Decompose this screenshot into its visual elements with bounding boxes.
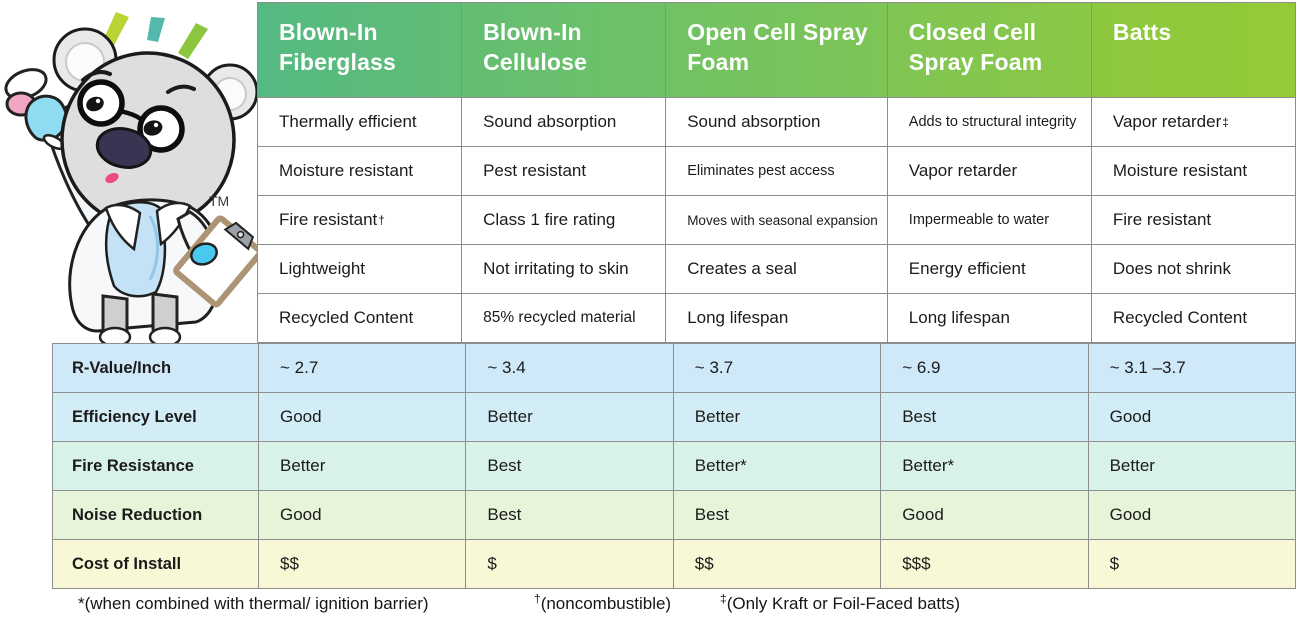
- comparison-table-top: [257, 2, 1296, 343]
- spec-cell: Good: [259, 491, 465, 539]
- spec-cell: Best: [466, 491, 672, 539]
- spec-cell: Better*: [881, 442, 1087, 490]
- blue-glove: [26, 96, 67, 140]
- feature-cell: Lightweight: [258, 245, 461, 293]
- spec-cell: Better: [466, 393, 672, 441]
- spec-cell: Better: [674, 393, 880, 441]
- spec-cell: $$: [259, 540, 465, 588]
- feature-cell: Thermally efficient: [258, 98, 461, 146]
- sparkle-green-icon: [178, 23, 208, 59]
- feature-cell: Does not shrink: [1092, 245, 1295, 293]
- spec-cell: ~ 3.1 –3.7: [1089, 344, 1295, 392]
- feature-cell: Sound absorption: [462, 98, 665, 146]
- spec-cell: Good: [259, 393, 465, 441]
- column-header-blown-in-fiberglass: Blown-In Fiberglass: [258, 3, 461, 97]
- spec-cell: Best: [674, 491, 880, 539]
- feature-cell: 85% recycled material: [462, 294, 665, 342]
- feature-cell: Creates a seal: [666, 245, 887, 293]
- trademark-label: TM: [209, 193, 230, 209]
- spec-cell: $$: [674, 540, 880, 588]
- feature-cell: Fire resistant: [1092, 196, 1295, 244]
- spec-cell: Better: [1089, 442, 1295, 490]
- column-header-batts: Batts: [1092, 3, 1295, 97]
- feature-cell: Recycled Content: [258, 294, 461, 342]
- row-label-efficiency-level: Efficiency Level: [53, 393, 258, 441]
- column-header-closed-cell-spray-foam: Closed Cell Spray Foam: [888, 3, 1091, 97]
- spec-cell: Good: [1089, 491, 1295, 539]
- feature-cell: Pest resistant: [462, 147, 665, 195]
- row-label-cost-of-install: Cost of Install: [53, 540, 258, 588]
- spec-cell: $$$: [881, 540, 1087, 588]
- column-header-open-cell-spray-foam: Open Cell Spray Foam: [666, 3, 887, 97]
- feature-cell: Impermeable to water: [888, 196, 1091, 244]
- row-label-r-value-inch: R-Value/Inch: [53, 344, 258, 392]
- feature-cell: Moisture resistant: [1092, 147, 1295, 195]
- spec-cell: ~ 2.7: [259, 344, 465, 392]
- feature-cell: Sound absorption: [666, 98, 887, 146]
- spec-cell: Best: [466, 442, 672, 490]
- feature-cell: Moisture resistant: [258, 147, 461, 195]
- feature-cell: Fire resistant †: [258, 196, 461, 244]
- spec-cell: ~ 3.7: [674, 344, 880, 392]
- feature-cell: Eliminates pest access: [666, 147, 887, 195]
- row-label-fire-resistance: Fire Resistance: [53, 442, 258, 490]
- spec-cell: ~ 6.9: [881, 344, 1087, 392]
- spec-cell: Better: [259, 442, 465, 490]
- feature-cell: Long lifespan: [666, 294, 887, 342]
- comparison-table-specs: [52, 343, 1296, 589]
- feature-cell: Adds to structural integrity: [888, 98, 1091, 146]
- feature-cell: Vapor retarder ‡: [1092, 98, 1295, 146]
- row-label-noise-reduction: Noise Reduction: [53, 491, 258, 539]
- column-header-blown-in-cellulose: Blown-In Cellulose: [462, 3, 665, 97]
- feature-cell: Vapor retarder: [888, 147, 1091, 195]
- spec-cell: ~ 3.4: [466, 344, 672, 392]
- footnote-dagger: †(noncombustible): [534, 591, 672, 613]
- footnote-double-dagger: ‡(Only Kraft or Foil-Faced batts): [720, 591, 961, 613]
- sparkle-teal-icon: [147, 17, 165, 42]
- feature-cell: Energy efficient: [888, 245, 1091, 293]
- feature-cell: Recycled Content: [1092, 294, 1295, 342]
- feature-cell: Long lifespan: [888, 294, 1091, 342]
- spec-cell: Better*: [674, 442, 880, 490]
- spec-cell: $: [1089, 540, 1295, 588]
- spec-cell: Good: [1089, 393, 1295, 441]
- spec-cell: Best: [881, 393, 1087, 441]
- koala-scientist-mascot-illustration: [0, 0, 262, 348]
- feature-cell: Not irritating to skin: [462, 245, 665, 293]
- spec-cell: Good: [881, 491, 1087, 539]
- spec-cell: $: [466, 540, 672, 588]
- feature-cell: Class 1 fire rating: [462, 196, 665, 244]
- footnote-asterisk: *(when combined with thermal/ ignition barrier): [78, 594, 429, 613]
- feature-cell: Moves with seasonal expansion: [666, 196, 887, 244]
